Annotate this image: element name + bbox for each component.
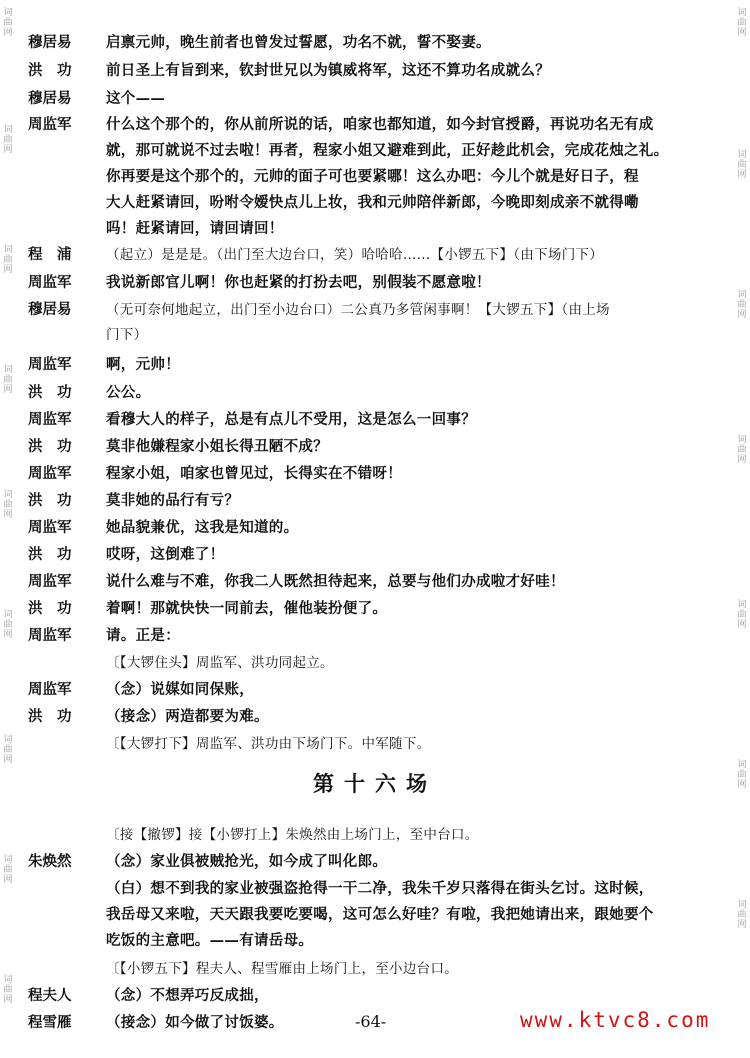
line-text: （接念）如今做了讨饭婆。: [106, 1014, 284, 1031]
dialogue-line: [0, 876, 750, 902]
dialogue-line: [0, 407, 750, 433]
line-text: 请。正是：: [106, 627, 180, 644]
speaker-name: 洪 功: [28, 601, 72, 617]
line-text: 着啊！那就快快一同前去，催他装扮便了。: [106, 600, 388, 617]
speaker-name: 周监军: [28, 466, 72, 482]
line-text: 我岳母又来啦，天天跟我要吃要喝，这可怎么好哇？有啦，我把她请出来，跟她要个: [106, 906, 654, 923]
dialogue-line: [0, 542, 750, 568]
stage-direction: [0, 731, 750, 757]
line-text: （接念）两造都要为难。: [106, 708, 269, 725]
side-watermark-left: 词曲网: [3, 490, 13, 520]
line-text: 什么这个那个的，你从前所说的话，咱家也都知道，如今封官授爵，再说功名无有成: [106, 116, 654, 133]
dialogue-line: [0, 488, 750, 514]
line-text: （念）说媒如同保账，: [106, 681, 254, 698]
side-watermark-right: 词曲网: [737, 290, 747, 320]
line-text: 吗！赶紧请回，请回请回！: [106, 220, 284, 237]
line-text: 我说新郎官儿啊！你也赶紧的打扮去吧，别假装不愿意啦！: [106, 274, 491, 291]
speaker-name: 程雪雁: [28, 1015, 72, 1031]
speaker-name: 洪 功: [28, 385, 72, 401]
dialogue-line: [0, 461, 750, 487]
dialogue-line: [0, 515, 750, 541]
speaker-name: 周监军: [28, 357, 72, 373]
side-watermark-right: 词曲网: [737, 760, 747, 790]
scene-title: 第十六场: [313, 772, 437, 796]
dialogue-line: [0, 677, 750, 703]
side-watermark-left: 词曲网: [3, 8, 13, 38]
line-text: （白）想不到我的家业被强盗抢得一干二净，我朱千岁只落得在街头乞讨。这时候，: [106, 880, 654, 897]
dialogue-line: [0, 380, 750, 406]
stage-direction: [0, 650, 750, 676]
speaker-name: 周监军: [28, 117, 72, 133]
dialogue-line: [0, 138, 750, 164]
dialogue-line: [0, 297, 750, 323]
speaker-name: 周监军: [28, 628, 72, 644]
page-number: -64-: [355, 1012, 387, 1031]
line-text: （无可奈何地起立，出门至小边台口）二公真乃多管闲事啊！【大锣五下】（由上场: [106, 302, 610, 318]
side-watermark-left: 词曲网: [3, 365, 13, 395]
dialogue-line: [0, 270, 750, 296]
side-watermark-left: 词曲网: [3, 735, 13, 765]
dialogue-line: [0, 902, 750, 928]
side-watermark-left: 词曲网: [3, 610, 13, 640]
dialogue-line: [0, 1010, 340, 1036]
speaker-name: 程夫人: [28, 988, 72, 1004]
side-watermark-right: 词曲网: [737, 900, 747, 930]
line-text: （起立）是是是。（出门至大边台口，笑）哈哈哈……【小锣五下】（由下场门下）: [106, 247, 604, 263]
speaker-name: 洪 功: [28, 709, 72, 725]
site-watermark: www.ktvc8.com: [520, 1008, 711, 1032]
line-text: （念）不想弄巧反成拙，: [106, 987, 269, 1004]
dialogue-line: [0, 58, 750, 84]
line-text: 你再要是这个那个的，元帅的面子可也要紧哪！这么办吧：今儿个就是好日子，程: [106, 168, 639, 185]
side-watermark-right: 词曲网: [737, 600, 747, 630]
dialogue-line: [0, 983, 750, 1009]
speaker-name: 周监军: [28, 520, 72, 536]
dialogue-line: [0, 242, 750, 268]
line-text: 吃饭的主意吧。——有请岳母。: [106, 932, 314, 949]
side-watermark-right: 词曲网: [737, 435, 747, 465]
line-text: 〔【小锣五下】程夫人、程雪雁由上场门上，至小边台口。: [106, 961, 459, 977]
dialogue-line: [0, 704, 750, 730]
line-text: 这个——: [106, 90, 166, 107]
speaker-name: 周监军: [28, 275, 72, 291]
dialogue-line: [0, 849, 750, 875]
line-text: 看穆大人的样子，总是有点儿不受用，这是怎么一回事？: [106, 411, 476, 428]
line-text: （念）家业俱被贼抢光，如今成了叫化郎。: [106, 853, 388, 870]
dialogue-line: [0, 928, 750, 954]
dialogue-line: [0, 569, 750, 595]
side-watermark-right: 词曲网: [737, 150, 747, 180]
speaker-name: 周监军: [28, 682, 72, 698]
line-text: 啊，元帅！: [106, 356, 180, 373]
dialogue-line: [0, 216, 750, 242]
line-text: 公公。: [106, 384, 151, 401]
line-text: 启禀元帅，晚生前者也曾发过誓愿，功名不就，誓不娶妻。: [106, 34, 491, 51]
dialogue-line: [0, 164, 750, 190]
dialogue-line: [0, 112, 750, 138]
line-text: 〔接【撤锣】接【小锣打上】朱焕然由上场门上，至中台口。: [106, 827, 479, 843]
line-text: 门下）: [106, 327, 148, 343]
speaker-name: 周监军: [28, 574, 72, 590]
line-text: 莫非他嫌程家小姐长得丑陋不成？: [106, 438, 328, 455]
speaker-name: 穆居易: [28, 91, 72, 107]
speaker-name: 朱焕然: [28, 854, 72, 870]
line-text: 说什么难与不难，你我二人既然担待起来，总要与他们办成啦才好哇！: [106, 573, 565, 590]
side-watermark-right: 词曲网: [737, 8, 747, 38]
speaker-name: 洪 功: [28, 439, 72, 455]
speaker-name: 穆居易: [28, 35, 72, 51]
dialogue-line: [0, 86, 750, 112]
speaker-name: 洪 功: [28, 547, 72, 563]
speaker-name: 穆居易: [28, 302, 72, 318]
speaker-name: 周监军: [28, 412, 72, 428]
dialogue-line: [0, 190, 750, 216]
side-watermark-left: 词曲网: [3, 125, 13, 155]
dialogue-line: [0, 322, 750, 348]
line-text: 〔【大锣打下】周监军、洪功由下场门下。中军随下。: [106, 736, 431, 752]
line-text: 大人赶紧请回，吩咐令嫒快点儿上妆，我和元帅陪伴新郎，今晚即刻成亲不就得嘞: [106, 194, 639, 211]
dialogue-line: [0, 30, 750, 56]
speaker-name: 程 浦: [28, 247, 72, 263]
side-watermark-left: 词曲网: [3, 855, 13, 885]
side-watermark-left: 词曲网: [3, 975, 13, 1005]
dialogue-line: [0, 623, 750, 649]
dialogue-line: [0, 434, 750, 460]
line-text: 莫非她的品行有亏？: [106, 492, 240, 509]
speaker-name: 洪 功: [28, 493, 72, 509]
line-text: 哎呀，这倒难了！: [106, 546, 225, 563]
stage-direction: [0, 956, 750, 982]
dialogue-line: [0, 596, 750, 622]
line-text: 就，那可就说不过去啦！再者，程家小姐又避难到此，正好趁此机会，完成花烛之礼。: [106, 142, 669, 159]
dialogue-line: [0, 352, 750, 378]
speaker-name: 洪 功: [28, 63, 72, 79]
stage-direction: [0, 822, 750, 848]
side-watermark-left: 词曲网: [3, 245, 13, 275]
line-text: 〔【大锣住头】周监军、洪功同起立。: [106, 655, 334, 671]
line-text: 她品貌兼优，这我是知道的。: [106, 519, 299, 536]
line-text: 前日圣上有旨到来，钦封世兄以为镇威将军，这还不算功名成就么？: [106, 62, 550, 79]
line-text: 程家小姐，咱家也曾见过，长得实在不错呀！: [106, 465, 402, 482]
